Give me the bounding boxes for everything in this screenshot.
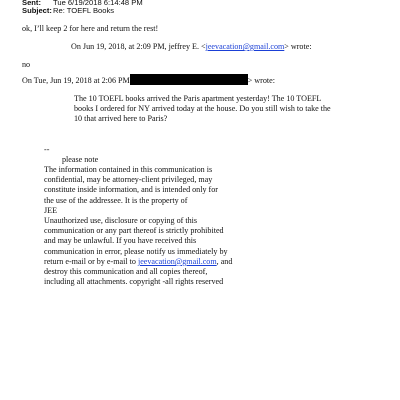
disclaimer-line: and may be unlawful. If you have received this: [44, 236, 197, 246]
disclaimer: [44, 165, 232, 287]
subject-row: [22, 6, 114, 15]
quote-header-2-suffix: > wrote:: [247, 76, 275, 85]
sent-label: Sent:: [22, 0, 41, 7]
redaction-bar: [130, 74, 248, 85]
reply-text: ok, I’ll keep 2 for here and return the rest!: [22, 24, 159, 33]
disclaimer-line: The information contained in this communication is: [44, 165, 213, 174]
quote-header-2-prefix: On Tue, Jun 19, 2018 at 2:06 PM: [22, 76, 130, 85]
disclaimer-line: communication in error, please notify us immediately by: [44, 246, 228, 256]
disclaimer-email-prefix: return e-mail or by e-mail to: [44, 256, 138, 266]
disclaimer-line: Unauthorized use, disclosure or copying of this: [44, 216, 198, 226]
sender-email-link[interactable]: jeevacation@gmail.com: [205, 42, 285, 51]
reply-no-text: no: [22, 60, 31, 69]
quote-header-1-prefix: On Jun 19, 2018, at 2:09 PM, jeffrey E. <: [71, 42, 206, 51]
disclaimer-line: the use of the addressee. It is the property of: [44, 195, 188, 205]
quoted-message: [74, 94, 331, 125]
message-line: 10 that arrived here to Paris?: [74, 114, 168, 124]
quote-header-1: [71, 42, 312, 52]
message-line: books I ordered for NY arrived today at the house. Do you still wish to take the: [74, 104, 331, 114]
quote-header-1-suffix: > wrote:: [284, 42, 312, 51]
subject-label: Subject:: [22, 6, 52, 15]
disclaimer-line: including all attachments. copyright -all rights reserved: [44, 277, 224, 287]
disclaimer-line: confidential, may be attorney-client privileged, may: [44, 175, 213, 185]
disclaimer-line-email: [44, 257, 232, 267]
signature-dashes: --: [44, 145, 50, 154]
message-line: The 10 TOEFL books arrived the Paris apartment yesterday! The 10 TOEFL: [74, 94, 322, 103]
disclaimer-email-link[interactable]: jeevacation@gmail.com: [137, 256, 217, 266]
disclaimer-line: constitute inside information, and is intended only for: [44, 185, 218, 195]
disclaimer-line: destroy this communication and all copies thereof,: [44, 267, 208, 277]
disclaimer-line: communication or any part thereof is strictly prohibited: [44, 226, 224, 236]
disclaimer-email-suffix: , and: [216, 256, 233, 266]
signature-note: please note: [62, 155, 99, 164]
disclaimer-line: JEE: [44, 205, 58, 215]
sent-value: Tue 6/19/2018 6:14:48 PM: [53, 0, 143, 7]
quote-header-2: [22, 74, 275, 86]
subject-value: Re: TOEFL Books: [53, 6, 115, 15]
